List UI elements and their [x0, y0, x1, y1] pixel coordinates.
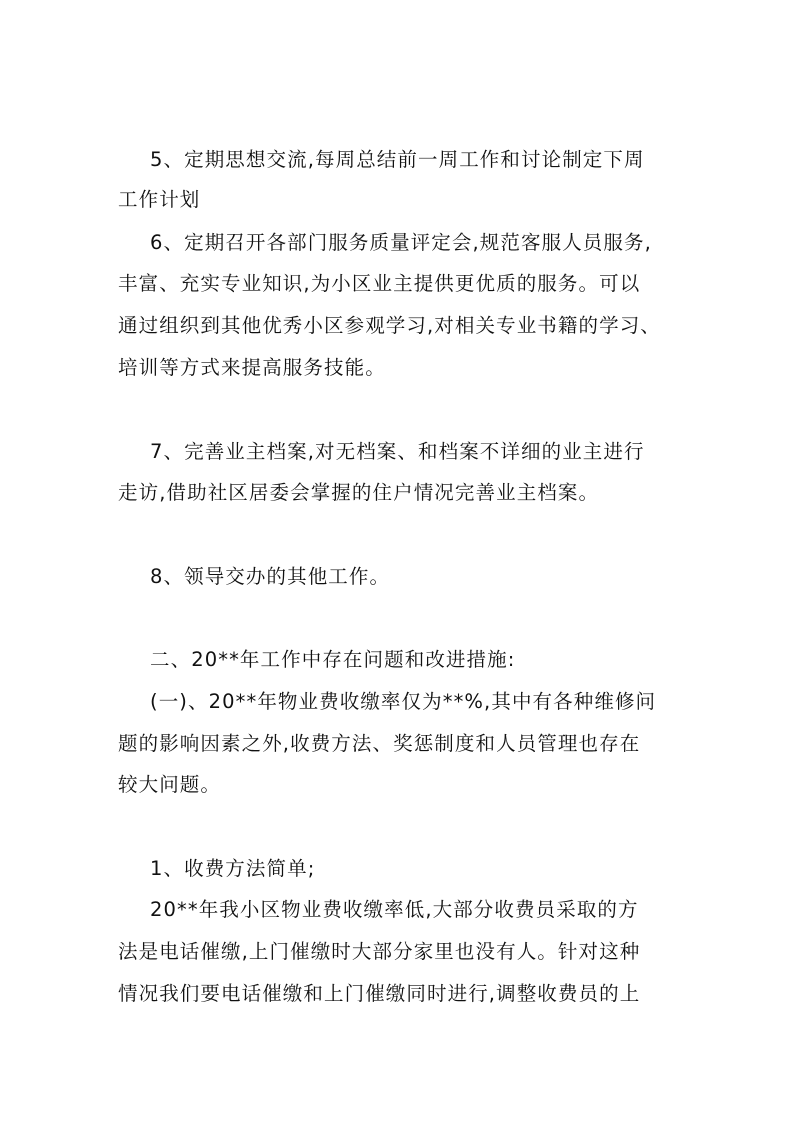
paragraph-item-5-line-2: 工作计划: [118, 188, 201, 211]
paragraph-item-5-line-1: 5、定期思想交流,每周总结前一周工作和讨论制定下周: [150, 148, 645, 171]
subsection-1-line-2: 题的影响因素之外,收费方法、奖惩制度和人员管理也存在: [118, 732, 641, 755]
subsection-1-line-3: 较大问题。: [118, 773, 222, 796]
problem-item-1-body-line-2: 法是电话催缴,上门催缴时大部分家里也没有人。针对这种: [118, 940, 641, 963]
problem-item-1-body-line-1: 20**年我小区物业费收缴率低,大部分收费员采取的方: [150, 898, 639, 921]
paragraph-item-7-line-1: 7、完善业主档案,对无档案、和档案不详细的业主进行: [150, 440, 645, 463]
paragraph-item-6-line-3: 通过组织到其他优秀小区参观学习,对相关专业书籍的学习、: [118, 314, 661, 337]
paragraph-item-6-line-2: 丰富、充实专业知识,为小区业主提供更优质的服务。可以: [118, 272, 641, 295]
problem-item-1-body-line-3: 情况我们要电话催缴和上门催缴同时进行,调整收费员的上: [118, 982, 641, 1005]
subsection-1-line-1: (一)、20**年物业费收缴率仅为**%,其中有各种维修问: [150, 690, 657, 713]
problem-item-1-heading: 1、收费方法简单;: [150, 857, 316, 880]
paragraph-item-6-line-4: 培训等方式来提高服务技能。: [118, 356, 386, 379]
section-heading-problems: 二、20**年工作中存在问题和改进措施:: [150, 648, 516, 671]
paragraph-item-6-line-1: 6、定期召开各部门服务质量评定会,规范客服人员服务,: [150, 231, 652, 254]
paragraph-item-7-line-2: 走访,借助社区居委会掌握的住户情况完善业主档案。: [118, 481, 600, 504]
paragraph-item-8: 8、领导交办的其他工作。: [150, 565, 391, 588]
